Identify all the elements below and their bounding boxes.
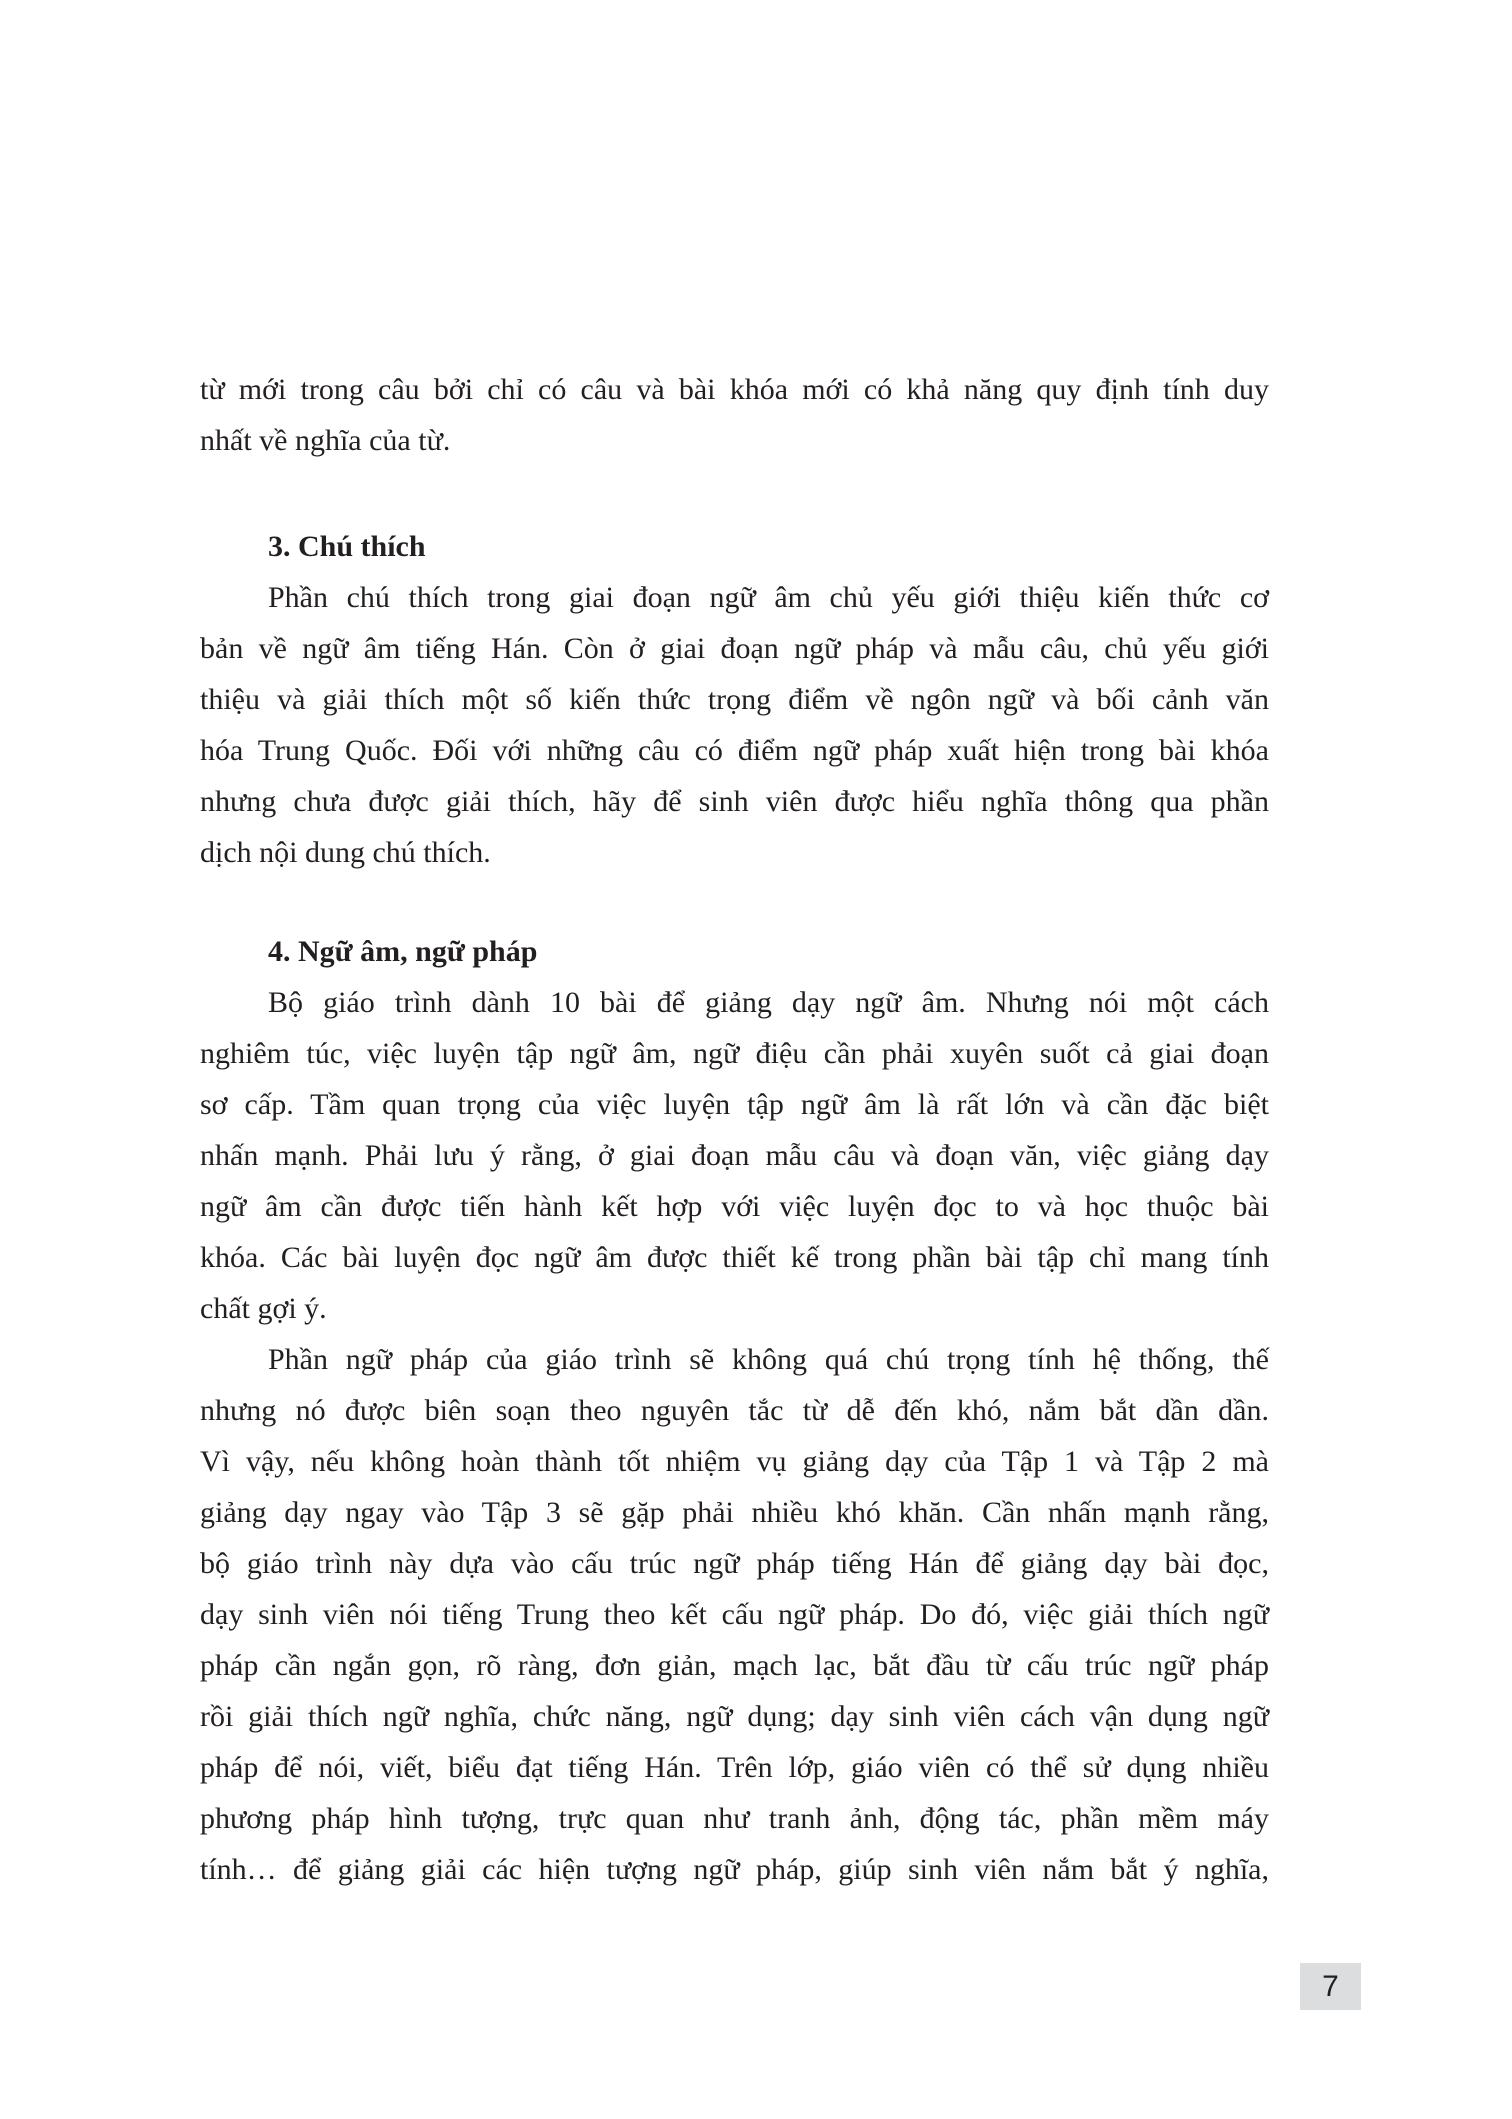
section-heading: 4. Ngữ âm, ngữ pháp — [268, 935, 538, 968]
text-line: nhưng nó được biên soạn theo nguyên tắc từ dễ đến khó, nắm bắt dần dần. — [200, 1394, 1269, 1427]
text-line: phương pháp hình tượng, trực quan như tranh ảnh, động tác, phần mềm máy — [200, 1802, 1269, 1835]
text-line: Vì vậy, nếu không hoàn thành tốt nhiệm vụ giảng dạy của Tập 1 và Tập 2 mà — [200, 1445, 1269, 1478]
text-line: bản về ngữ âm tiếng Hán. Còn ở giai đoạn ngữ pháp và mẫu câu, chủ yếu giới — [200, 632, 1269, 665]
text-line: giảng dạy ngay vào Tập 3 sẽ gặp phải nhiều khó khăn. Cần nhấn mạnh rằng, — [200, 1496, 1269, 1529]
paragraph — [200, 977, 1269, 1334]
text-line: hóa Trung Quốc. Đối với những câu có điểm ngữ pháp xuất hiện trong bài khóa — [200, 734, 1269, 767]
text-line: sơ cấp. Tầm quan trọng của việc luyện tập ngữ âm là rất lớn và cần đặc biệt — [200, 1088, 1269, 1121]
text-line: khóa. Các bài luyện đọc ngữ âm được thiết kế trong phần bài tập chỉ mang tính — [200, 1241, 1269, 1274]
text-line: nhất về nghĩa của từ. — [200, 424, 451, 457]
text-line: pháp cần ngắn gọn, rõ ràng, đơn giản, mạch lạc, bắt đầu từ cấu trúc ngữ pháp — [200, 1649, 1269, 1682]
text-line: tính… để giảng giải các hiện tượng ngữ pháp, giúp sinh viên nắm bắt ý nghĩa, — [200, 1853, 1269, 1886]
paragraph — [200, 1334, 1269, 1895]
text-line: bộ giáo trình này dựa vào cấu trúc ngữ pháp tiếng Hán để giảng dạy bài đọc, — [200, 1547, 1269, 1580]
page-number: 7 — [1300, 1963, 1361, 2010]
text-line: pháp để nói, viết, biểu đạt tiếng Hán. Trên lớp, giáo viên có thể sử dụng nhiều — [200, 1751, 1269, 1784]
paragraph — [200, 572, 1269, 878]
section-heading: 3. Chú thích — [268, 530, 426, 563]
section-3 — [200, 521, 1269, 878]
text-line: thiệu và giải thích một số kiến thức trọng điểm về ngôn ngữ và bối cảnh văn — [200, 683, 1269, 716]
text-line: ngữ âm cần được tiến hành kết hợp với việc luyện đọc to và học thuộc bài — [200, 1190, 1269, 1223]
text-line: dịch nội dung chú thích. — [200, 836, 491, 869]
text-line: chất gợi ý. — [200, 1292, 327, 1325]
section-4 — [200, 926, 1269, 1895]
text-line: rồi giải thích ngữ nghĩa, chức năng, ngữ dụng; dạy sinh viên cách vận dụng ngữ — [200, 1700, 1269, 1733]
text-line: nhấn mạnh. Phải lưu ý rằng, ở giai đoạn mẫu câu và đoạn văn, việc giảng dạy — [200, 1139, 1269, 1172]
text-line: Phần ngữ pháp của giáo trình sẽ không quá chú trọng tính hệ thống, thế — [268, 1343, 1269, 1376]
text-line: dạy sinh viên nói tiếng Trung theo kết cấu ngữ pháp. Do đó, việc giải thích ngữ — [200, 1598, 1269, 1631]
text-line: Bộ giáo trình dành 10 bài để giảng dạy ngữ âm. Nhưng nói một cách — [268, 986, 1269, 1019]
text-line: nghiêm túc, việc luyện tập ngữ âm, ngữ điệu cần phải xuyên suốt cả giai đoạn — [200, 1037, 1269, 1070]
continuation-paragraph — [200, 364, 1269, 466]
text-line: nhưng chưa được giải thích, hãy để sinh viên được hiểu nghĩa thông qua phần — [200, 785, 1269, 818]
text-line: từ mới trong câu bởi chỉ có câu và bài khóa mới có khả năng quy định tính duy — [200, 373, 1269, 406]
text-line: Phần chú thích trong giai đoạn ngữ âm chủ yếu giới thiệu kiến thức cơ — [268, 581, 1269, 614]
